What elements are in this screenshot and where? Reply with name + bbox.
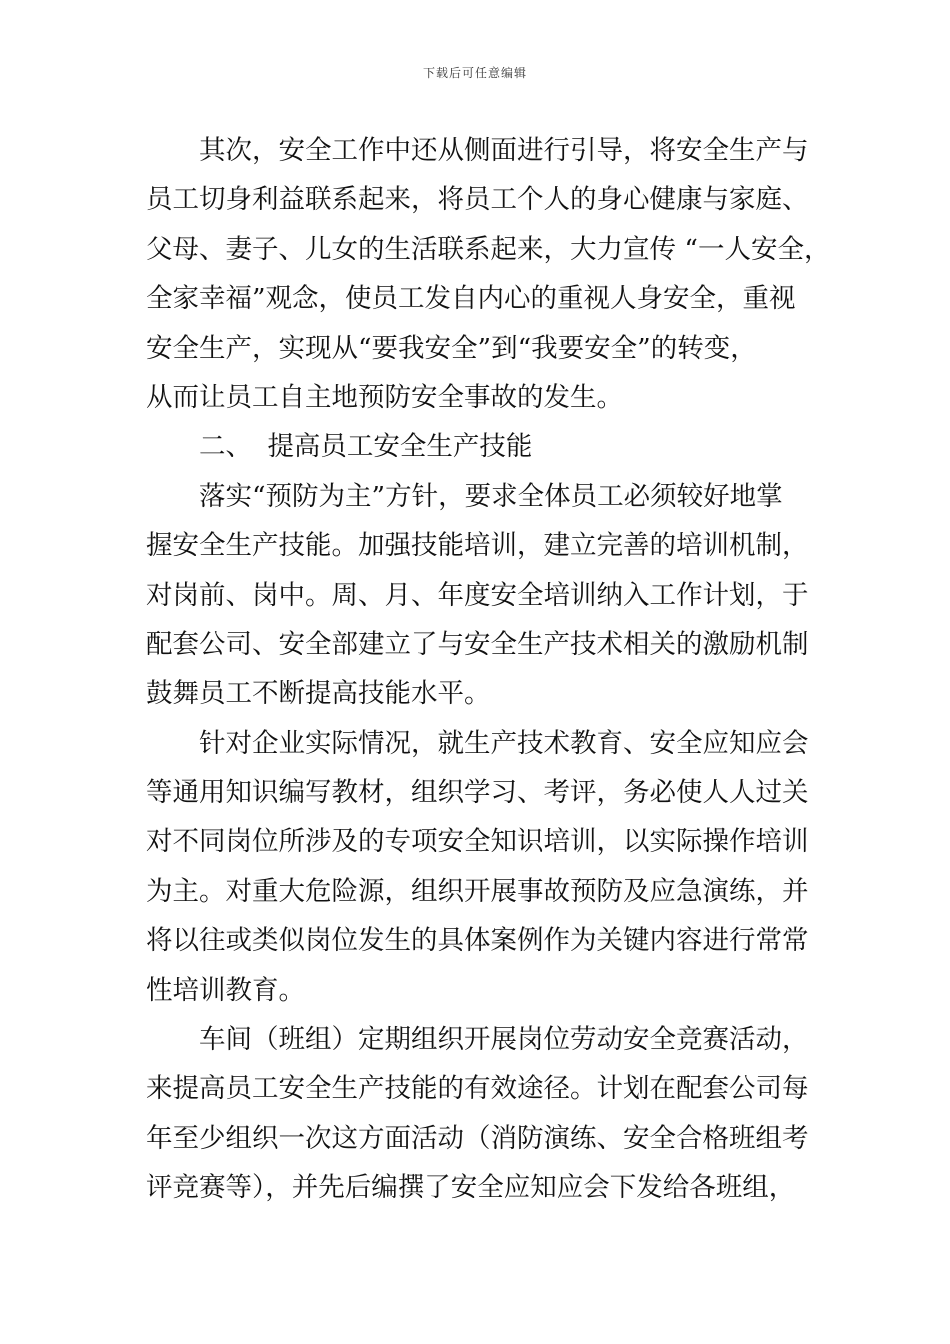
- text-line: 全家幸福”观念，使员工发自内心的重视人身安全，重视: [146, 283, 796, 315]
- text-line: 父母、妻子、儿女的生活联系起来，大力宣传 “一人安全，: [146, 233, 831, 265]
- document-body: [146, 126, 836, 1213]
- text-line: 为主。对重大危险源，组织开展事故预防及应急演练，并: [146, 875, 809, 907]
- text-line: 员工切身利益联系起来，将员工个人的身心健康与家庭、: [146, 184, 809, 216]
- paragraph-4: [146, 1015, 836, 1213]
- text-line: 鼓舞员工不断提高技能水平。: [146, 678, 491, 710]
- section-heading: [146, 422, 836, 471]
- section-number: 二、: [199, 431, 252, 463]
- text-line: 落实“预防为主”方针，要求全体员工必须较好地掌: [199, 480, 783, 512]
- text-line: 针对企业实际情况，就生产技术教育、安全应知应会: [199, 727, 809, 759]
- text-line: 来提高员工安全生产技能的有效途径。计划在配套公司每: [146, 1073, 809, 1105]
- paragraph-2: [146, 472, 836, 719]
- section-title: 提高员工安全生产技能: [267, 431, 533, 463]
- text-line: 从而让员工自主地预防安全事故的发生。: [146, 381, 623, 413]
- paragraph-1: [146, 126, 836, 422]
- text-line: 等通用知识编写教材，组织学习、考评，务必使人人过关: [146, 777, 809, 809]
- paragraph-3: [146, 719, 836, 1015]
- text-line: 评竞赛等），并先后编撰了安全应知应会下发给各班组，: [146, 1172, 796, 1204]
- text-line: 其次，安全工作中还从侧面进行引导，将安全生产与: [199, 135, 809, 166]
- text-line: 将以往或类似岗位发生的具体案例作为关键内容进行常常: [146, 925, 809, 957]
- text-line: 对岗前、岗中。周、月、年度安全培训纳入工作计划，于: [146, 579, 809, 611]
- text-line: 配套公司、安全部建立了与安全生产技术相关的激励机制: [146, 628, 809, 660]
- text-line: 车间（班组）定期组织开展岗位劳动安全竞赛活动，: [199, 1024, 809, 1056]
- text-line: 年至少组织一次这方面活动（消防演练、安全合格班组考: [146, 1122, 809, 1154]
- text-line: 安全生产，实现从“要我安全”到“我要安全”的转变，: [146, 332, 757, 364]
- page-header: 下载后可任意编辑: [422, 66, 527, 80]
- text-line: 握安全生产技能。加强技能培训，建立完善的培训机制，: [146, 530, 809, 562]
- text-line: 对不同岗位所涉及的专项安全知识培训，以实际操作培训: [146, 826, 809, 858]
- text-line: 性培训教育。: [146, 974, 305, 1006]
